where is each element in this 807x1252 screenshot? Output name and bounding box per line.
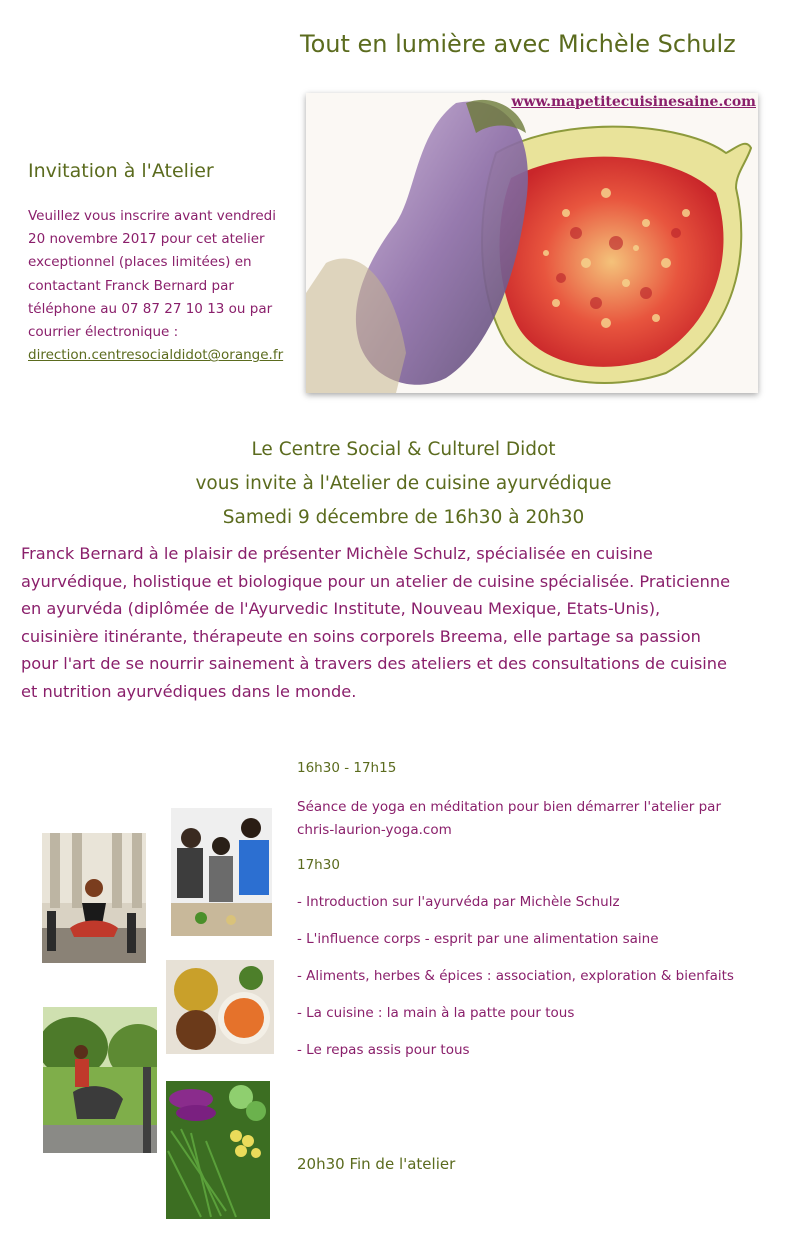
description-line: ayurvédique, holistique et biologique pour un atelier de cuisine spécialisée. Praticienne <box>21 571 731 591</box>
description-line: pour l'art de se nourrir sainement à travers des ateliers et des consultations de cuisine <box>21 654 728 674</box>
page-title: Tout en lumière avec Michèle Schulz <box>300 30 736 58</box>
photo-park <box>43 1007 157 1153</box>
schedule-item: - Introduction sur l'ayurvéda par Michèle Schulz <box>297 894 620 910</box>
description <box>21 540 791 706</box>
invitation-line: téléphone au 07 87 27 10 13 ou par <box>28 300 273 317</box>
invitation-line: Veuillez vous inscrire avant vendredi <box>28 208 277 224</box>
event-announcement <box>0 433 807 535</box>
schedule-end: 20h30 Fin de l'atelier <box>297 1155 456 1173</box>
event-date: Samedi 9 décembre de 16h30 à 20h30 <box>222 507 585 528</box>
invitation-line: courrier électronique : <box>28 324 179 341</box>
schedule-yoga-link: chris-laurion-yoga.com <box>297 822 452 838</box>
event-organizer: Le Centre Social & Culturel Didot <box>251 439 556 460</box>
schedule-time-second: 17h30 <box>297 857 340 873</box>
schedule-item: - Le repas assis pour tous <box>297 1042 470 1058</box>
invitation-line: exceptionnel (places limitées) en <box>28 254 252 271</box>
schedule-item: - La cuisine : la main à la patte pour tous <box>297 1005 575 1021</box>
invitation-heading: Invitation à l'Atelier <box>28 160 214 182</box>
website-link[interactable]: www.mapetitecuisinesaine.com <box>511 94 756 110</box>
photo-vegetables <box>166 1081 270 1219</box>
photo-yoga <box>42 833 146 963</box>
description-line: en ayurvéda (diplômée de l'Ayurvedic Institute, Nouveau Mexique, Etats-Unis), <box>21 599 661 619</box>
schedule-time-start: 16h30 - 17h15 <box>297 760 397 776</box>
photo-spices <box>166 960 274 1054</box>
invitation-line: 20 novembre 2017 pour cet atelier <box>28 231 265 248</box>
email-link[interactable]: direction.centresocialdidot@orange.fr <box>28 347 284 364</box>
description-line: cuisinière itinérante, thérapeute en soins corporels Breema, elle partage sa passion <box>21 626 701 646</box>
event-title: vous invite à l'Atelier de cuisine ayurvédique <box>195 473 612 494</box>
description-line: et nutrition ayurvédiques dans le monde. <box>21 681 357 701</box>
invitation-line: contactant Franck Bernard par <box>28 277 234 294</box>
schedule-item: - L'influence corps - esprit par une alimentation saine <box>297 931 659 947</box>
description-line: Franck Bernard à le plaisir de présenter Michèle Schulz, spécialisée en cuisine <box>21 544 653 563</box>
hero-illustration <box>306 93 758 393</box>
schedule-yoga <box>297 796 721 842</box>
photo-cooking-group <box>171 808 272 936</box>
schedule-yoga-line: Séance de yoga en méditation pour bien démarrer l'atelier par <box>297 799 722 815</box>
schedule-item: - Aliments, herbes & épices : association, exploration & bienfaits <box>297 968 734 984</box>
invitation-text <box>28 205 290 367</box>
